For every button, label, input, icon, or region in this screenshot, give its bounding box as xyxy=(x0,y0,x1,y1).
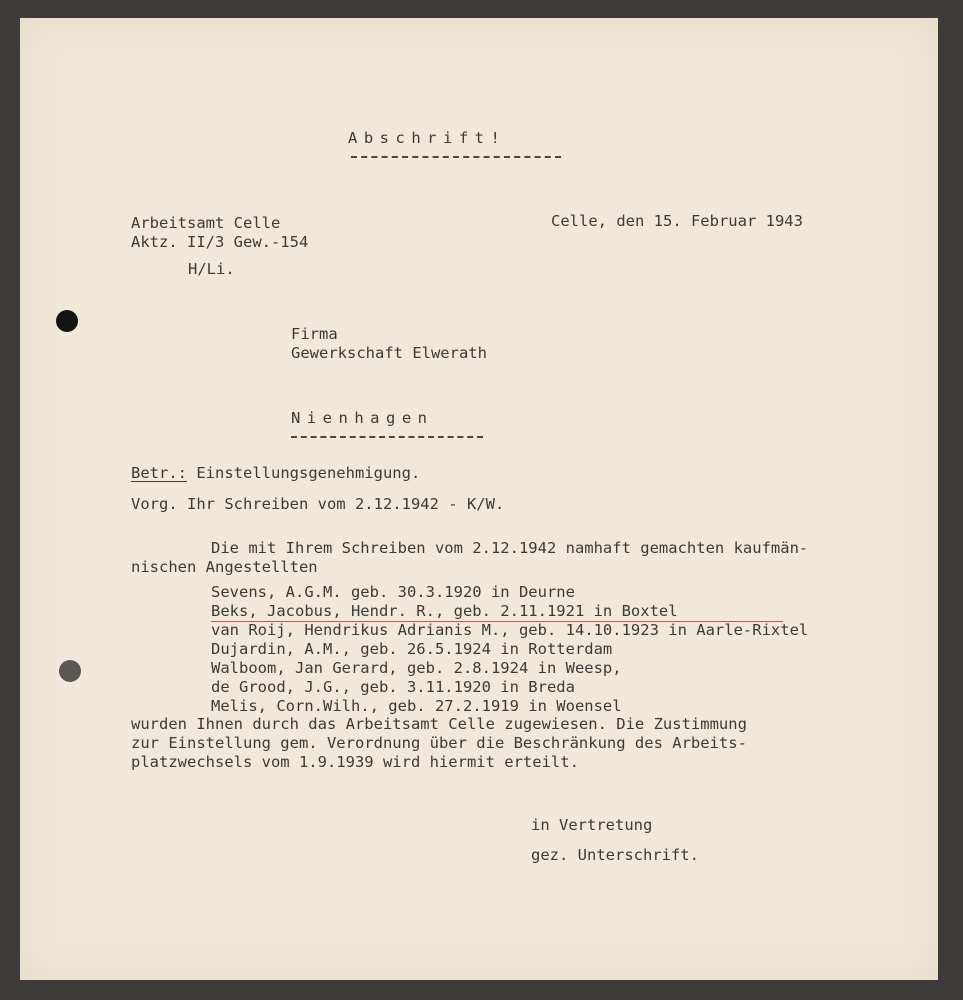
city-underline xyxy=(291,436,483,438)
subject-line xyxy=(131,463,420,483)
reference-line: Vorg. Ihr Schreiben vom 2.12.1942 - K/W. xyxy=(131,495,505,513)
sender-initials: H/Li. xyxy=(188,260,235,278)
employee-entry: Walboom, Jan Gerard, geb. 2.8.1924 in Weesp, xyxy=(211,659,622,677)
employee-entry: Sevens, A.G.M. geb. 30.3.1920 in Deurne xyxy=(211,583,575,601)
heading-underline xyxy=(351,156,561,158)
body-outro-line: platzwechsels vom 1.9.1939 wird hiermit erteilt. xyxy=(131,753,579,771)
recipient-line1: Firma xyxy=(291,325,338,343)
employee-entry: Dujardin, A.M., geb. 26.5.1924 in Rotterdam xyxy=(211,640,613,658)
employee-entry: de Grood, J.G., geb. 3.11.1920 in Breda xyxy=(211,678,575,696)
document-page xyxy=(20,18,938,980)
punch-hole xyxy=(56,310,78,332)
employee-entry: van Roij, Hendrikus Adrianis M., geb. 14.10.1923 in Aarle-Rixtel xyxy=(211,621,809,639)
recipient-line2: Gewerkschaft Elwerath xyxy=(291,344,487,362)
document-heading: Abschrift! xyxy=(348,129,507,147)
closing-line2: gez. Unterschrift. xyxy=(531,846,699,864)
body-outro-line: zur Einstellung gem. Verordnung über die Beschränkung des Arbeits- xyxy=(131,734,747,752)
subject-text: Einstellungsgenehmigung. xyxy=(187,464,421,482)
body-outro-line: wurden Ihnen durch das Arbeitsamt Celle zugewiesen. Die Zustimmung xyxy=(131,715,747,733)
employee-entry: Melis, Corn.Wilh., geb. 27.2.1919 in Woensel xyxy=(211,697,622,715)
punch-hole xyxy=(59,660,81,682)
body-intro-line: Die mit Ihrem Schreiben vom 2.12.1942 namhaft gemachten kaufmän- xyxy=(211,539,809,557)
body-intro-line: nischen Angestellten xyxy=(131,558,318,576)
place-date: Celle, den 15. Februar 1943 xyxy=(551,212,803,230)
subject-label: Betr.: xyxy=(131,464,187,482)
sender-file-ref: Aktz. II/3 Gew.-154 xyxy=(131,233,309,251)
employee-entry: Beks, Jacobus, Hendr. R., geb. 2.11.1921 in Boxtel xyxy=(211,602,678,620)
recipient-city: Nienhagen xyxy=(291,409,434,427)
sender-office: Arbeitsamt Celle xyxy=(131,214,281,232)
closing-line1: in Vertretung xyxy=(531,816,653,834)
